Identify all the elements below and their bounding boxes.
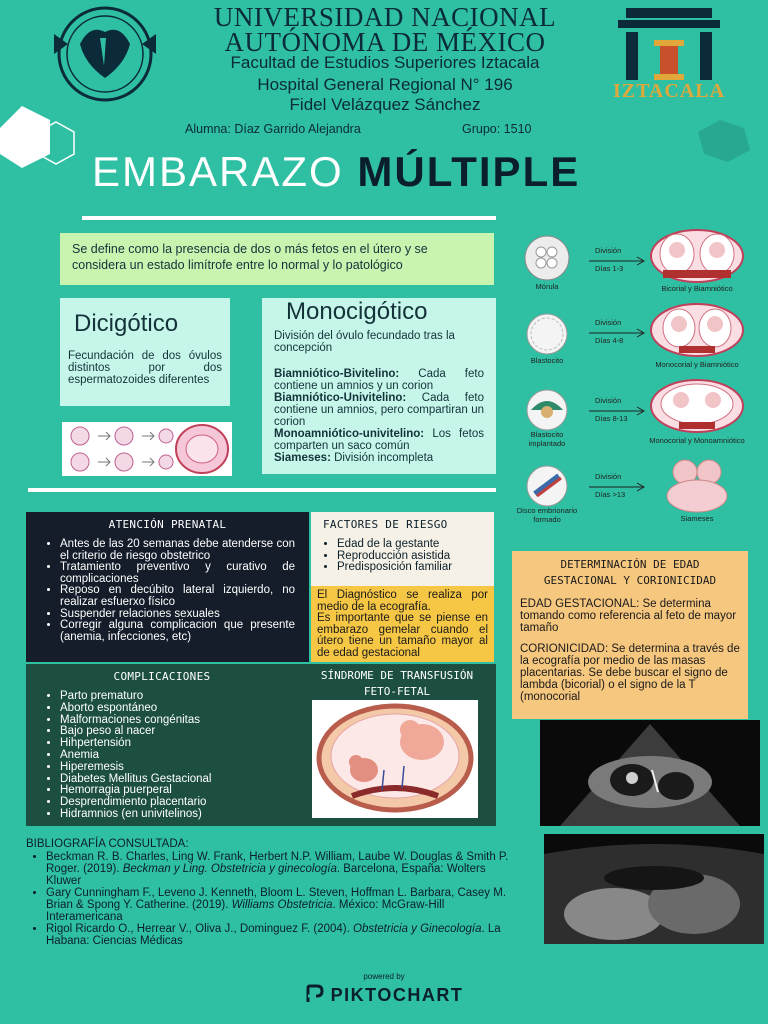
bibliography-authors: Rigol Ricardo O., Herrear V., Oliva J., Dominguez F. (2004). bbox=[46, 923, 353, 935]
hexagon-outline-decoration bbox=[36, 120, 76, 170]
gestational-title-line1: DETERMINACIÓN DE EDAD bbox=[560, 558, 700, 571]
complications-title: COMPLICACIONES bbox=[113, 670, 211, 683]
ttts-title-line2: FETO-FETAL bbox=[363, 685, 431, 698]
arrow-label: División bbox=[595, 318, 622, 327]
title-part-embarazo: EMBARAZO bbox=[92, 148, 344, 195]
dizygotic-box bbox=[60, 298, 230, 406]
monozygotic-type-desc: División incompleta bbox=[330, 452, 434, 464]
list-item: • Anemia bbox=[60, 750, 284, 762]
conjoined-twins-icon bbox=[655, 456, 739, 514]
iztacala-logo-text: IZTACALA bbox=[612, 80, 726, 102]
definition-box: Se define como la presencia de dos o más fetos en el útero y se considera un estado limítrofe entre lo normal y lo patológico bbox=[60, 233, 494, 285]
result-label: Monocorial y Biamniótico bbox=[655, 360, 739, 369]
title-part-multiple: MÚLTIPLE bbox=[357, 148, 581, 195]
list-item: • Hiperemesis bbox=[60, 762, 284, 774]
bibliography bbox=[26, 838, 516, 947]
dizygotic-illustration bbox=[62, 422, 232, 476]
list-item: • Desprendimiento placentario bbox=[60, 797, 284, 809]
ultrasound-image-lambda bbox=[540, 720, 760, 826]
dizygotic-title: Dicigótico bbox=[74, 310, 179, 337]
monochorial-monoamniotic-icon bbox=[649, 378, 745, 434]
bichorial-twins-icon bbox=[649, 228, 745, 284]
piktochart-brand-text: PIKTOCHART bbox=[330, 985, 464, 1005]
student-name: Alumna: Díaz Garrido Alejandra bbox=[185, 122, 361, 136]
result-label: Siameses bbox=[680, 514, 714, 523]
stage-label: Disco embrionario formado bbox=[516, 506, 578, 524]
bibliography-publisher: . La Habana: Ciencias Médicas bbox=[46, 923, 501, 947]
stage-label: Blastocito bbox=[530, 356, 564, 365]
result-label: Bicorial y Biamniótico bbox=[661, 284, 733, 293]
university-name-line1: UNIVERSIDAD NACIONAL bbox=[213, 2, 557, 32]
monozygotic-type-term: Biamniótico-Univitelino: bbox=[274, 392, 407, 404]
bibliography-book-title: Beckman y Ling. Obstetricia y ginecología bbox=[122, 863, 337, 875]
monozygotic-type-desc: Cada feto contiene un amnios, pero compartiran un corion bbox=[274, 392, 484, 428]
list-item: • Tratamiento preventivo y curativo de complicaciones bbox=[60, 562, 295, 585]
poster-title bbox=[92, 148, 580, 196]
list-item: • Parto prematuro bbox=[60, 691, 284, 703]
list-item: • Bajo peso al nacer bbox=[60, 726, 284, 738]
ttts-illustration bbox=[312, 700, 478, 818]
gestational-age-text: EDAD GESTACIONAL: Se determina tomando como referencia al feto de mayor tamaño bbox=[520, 598, 737, 634]
ultrasound-image-t-sign bbox=[544, 834, 764, 944]
days-label: Días 1-3 bbox=[595, 264, 624, 273]
monozygotic-intro: División del óvulo fecundado tras la concepción bbox=[274, 330, 455, 354]
morula-icon bbox=[521, 234, 573, 282]
piktochart-logo[interactable] bbox=[0, 984, 768, 1006]
chorionicity-text: CORIONICIDAD: Se determina a través de la ecografía por medio de las masas placentarias. Se debe buscar el signo de lambda (bicorial) o el signo de la T (monocorial bbox=[520, 643, 740, 703]
powered-by-label: powered by bbox=[363, 972, 405, 981]
ttts-panel bbox=[298, 664, 496, 826]
monozygotic-type-desc: Cada feto contiene un amnios y un corion bbox=[274, 368, 484, 392]
list-item: • Edad de la gestante bbox=[337, 539, 484, 551]
bibliography-authors: Beckman R. B. Charles, Ling W. Frank, Herbert N.P. William, Laube W. Douglas & Smith P. Roger. (2019). bbox=[46, 851, 509, 875]
list-item: • Hemorragia puerperal bbox=[60, 785, 284, 797]
implanted-blastocyst-icon bbox=[521, 388, 573, 432]
chorionicity-diagram bbox=[515, 228, 765, 533]
list-item: • Hidramnios (en univitelinos) bbox=[60, 809, 284, 821]
monozygotic-type-desc: Los fetos comparten un saco común bbox=[274, 428, 484, 452]
monozygotic-box bbox=[262, 298, 496, 474]
diagnosis-box bbox=[311, 586, 494, 662]
prenatal-care-panel bbox=[26, 512, 309, 662]
gestational-age-title bbox=[520, 557, 740, 589]
risk-factors-title: FACTORES DE RIESGO bbox=[323, 518, 448, 531]
dizygotic-text: Fecundación de dos óvulos distintos por dos espermatozoides diferentes bbox=[68, 350, 222, 386]
embryonic-disc-icon bbox=[521, 464, 573, 508]
unam-seal-icon bbox=[40, 4, 170, 104]
days-label: Días >13 bbox=[595, 490, 626, 499]
bibliography-title: BIBLIOGRAFÍA CONSULTADA: bbox=[26, 838, 189, 850]
diagnosis-text-2: Es importante que se piense en embarazo gemelar cuando el útero tiene un tamaño mayor al de edad gestacional bbox=[317, 612, 488, 659]
divider-middle bbox=[28, 488, 496, 492]
bibliography-publisher: . México: McGraw-Hill Interamericana bbox=[46, 899, 445, 923]
monozygotic-type-item bbox=[274, 428, 484, 452]
blastocyst-icon bbox=[521, 312, 573, 356]
arrow-label: División bbox=[595, 396, 622, 405]
list-item: • Suspender relaciones sexuales bbox=[60, 609, 295, 621]
list-item: • Reposo en decúbito lateral izquierdo, no realizar esfuerxo físico bbox=[60, 585, 295, 608]
arrow-label: División bbox=[595, 472, 622, 481]
ttts-title bbox=[298, 668, 496, 700]
list-item: • Diabetes Mellitus Gestacional bbox=[60, 774, 284, 786]
hexagon-decoration-right bbox=[690, 118, 760, 164]
ttts-title-line1: SÍNDROME DE TRANSFUSIÓN bbox=[320, 669, 474, 682]
risk-factors-panel bbox=[311, 512, 494, 586]
hospital-name: Hospital General Regional N° 196 bbox=[257, 75, 513, 94]
iztacala-logo bbox=[604, 4, 734, 108]
bibliography-item bbox=[46, 851, 516, 887]
monochorial-biamniotic-icon bbox=[649, 302, 745, 358]
monozygotic-type-term: Siameses: bbox=[274, 452, 331, 464]
group-number: Grupo: 1510 bbox=[462, 122, 532, 136]
list-item: • Reproducción asistida bbox=[337, 551, 484, 563]
stage-label: Blastocito implantado bbox=[528, 430, 566, 448]
bibliography-authors: Gary Cunningham F., Leveno J. Kenneth, Bloom L. Steven, Hoffman L. Barbara, Casey M. Brian & Spong Y. Catherine. (2019). bbox=[46, 887, 507, 911]
days-label: Días 8-13 bbox=[595, 414, 628, 423]
piktochart-logo-icon bbox=[305, 984, 325, 1004]
result-label: Monocorial y Monoamniótico bbox=[649, 436, 745, 445]
complications-panel bbox=[26, 664, 298, 826]
university-name-line2: AUTÓNOMA DE MÉXICO bbox=[224, 27, 546, 57]
gestational-age-box bbox=[512, 551, 748, 719]
bibliography-item bbox=[46, 923, 516, 947]
prenatal-care-title: ATENCIÓN PRENATAL bbox=[108, 518, 227, 531]
gestational-title-line2: GESTACIONAL Y CORIONICIDAD bbox=[543, 574, 717, 587]
hospital-namesake: Fidel Velázquez Sánchez bbox=[289, 95, 481, 114]
arrow-label: División bbox=[595, 246, 622, 255]
list-item: • Hihpertensión bbox=[60, 738, 284, 750]
faculty-name: Facultad de Estudios Superiores Iztacala bbox=[230, 53, 540, 72]
monozygotic-title: Monocigótico bbox=[286, 298, 428, 325]
monozygotic-type-item bbox=[274, 452, 484, 464]
monozygotic-type-item bbox=[274, 368, 484, 392]
bibliography-item bbox=[46, 887, 516, 923]
days-label: Días 4-8 bbox=[595, 336, 624, 345]
divider-top bbox=[82, 216, 496, 220]
list-item: • Corregir alguna complicacion que presente (anemia, infecciones, etc) bbox=[60, 620, 295, 643]
stage-label: Mórula bbox=[535, 282, 559, 291]
diagnosis-text-1: El Diagnóstico se realiza por medio de la ecografía. bbox=[317, 589, 488, 613]
list-item: • Antes de las 20 semanas debe atenderse con el criterio de riesgo obstetrico bbox=[60, 539, 295, 562]
bibliography-publisher: . Barcelona, España: Wolters Kluwer bbox=[46, 863, 486, 887]
monozygotic-type-term: Biamniótico-Bivitelino: bbox=[274, 368, 400, 380]
monozygotic-type-term: Monoamniótico-univitelino: bbox=[274, 428, 425, 440]
list-item: • Malformaciones congénitas bbox=[60, 715, 284, 727]
monozygotic-type-item bbox=[274, 392, 484, 428]
list-item: • Predisposición familiar bbox=[337, 562, 484, 574]
bibliography-book-title: Williams Obstetricia bbox=[231, 899, 333, 911]
bibliography-book-title: Obstetricia y Ginecología bbox=[353, 923, 482, 935]
list-item: • Aborto espontáneo bbox=[60, 703, 284, 715]
